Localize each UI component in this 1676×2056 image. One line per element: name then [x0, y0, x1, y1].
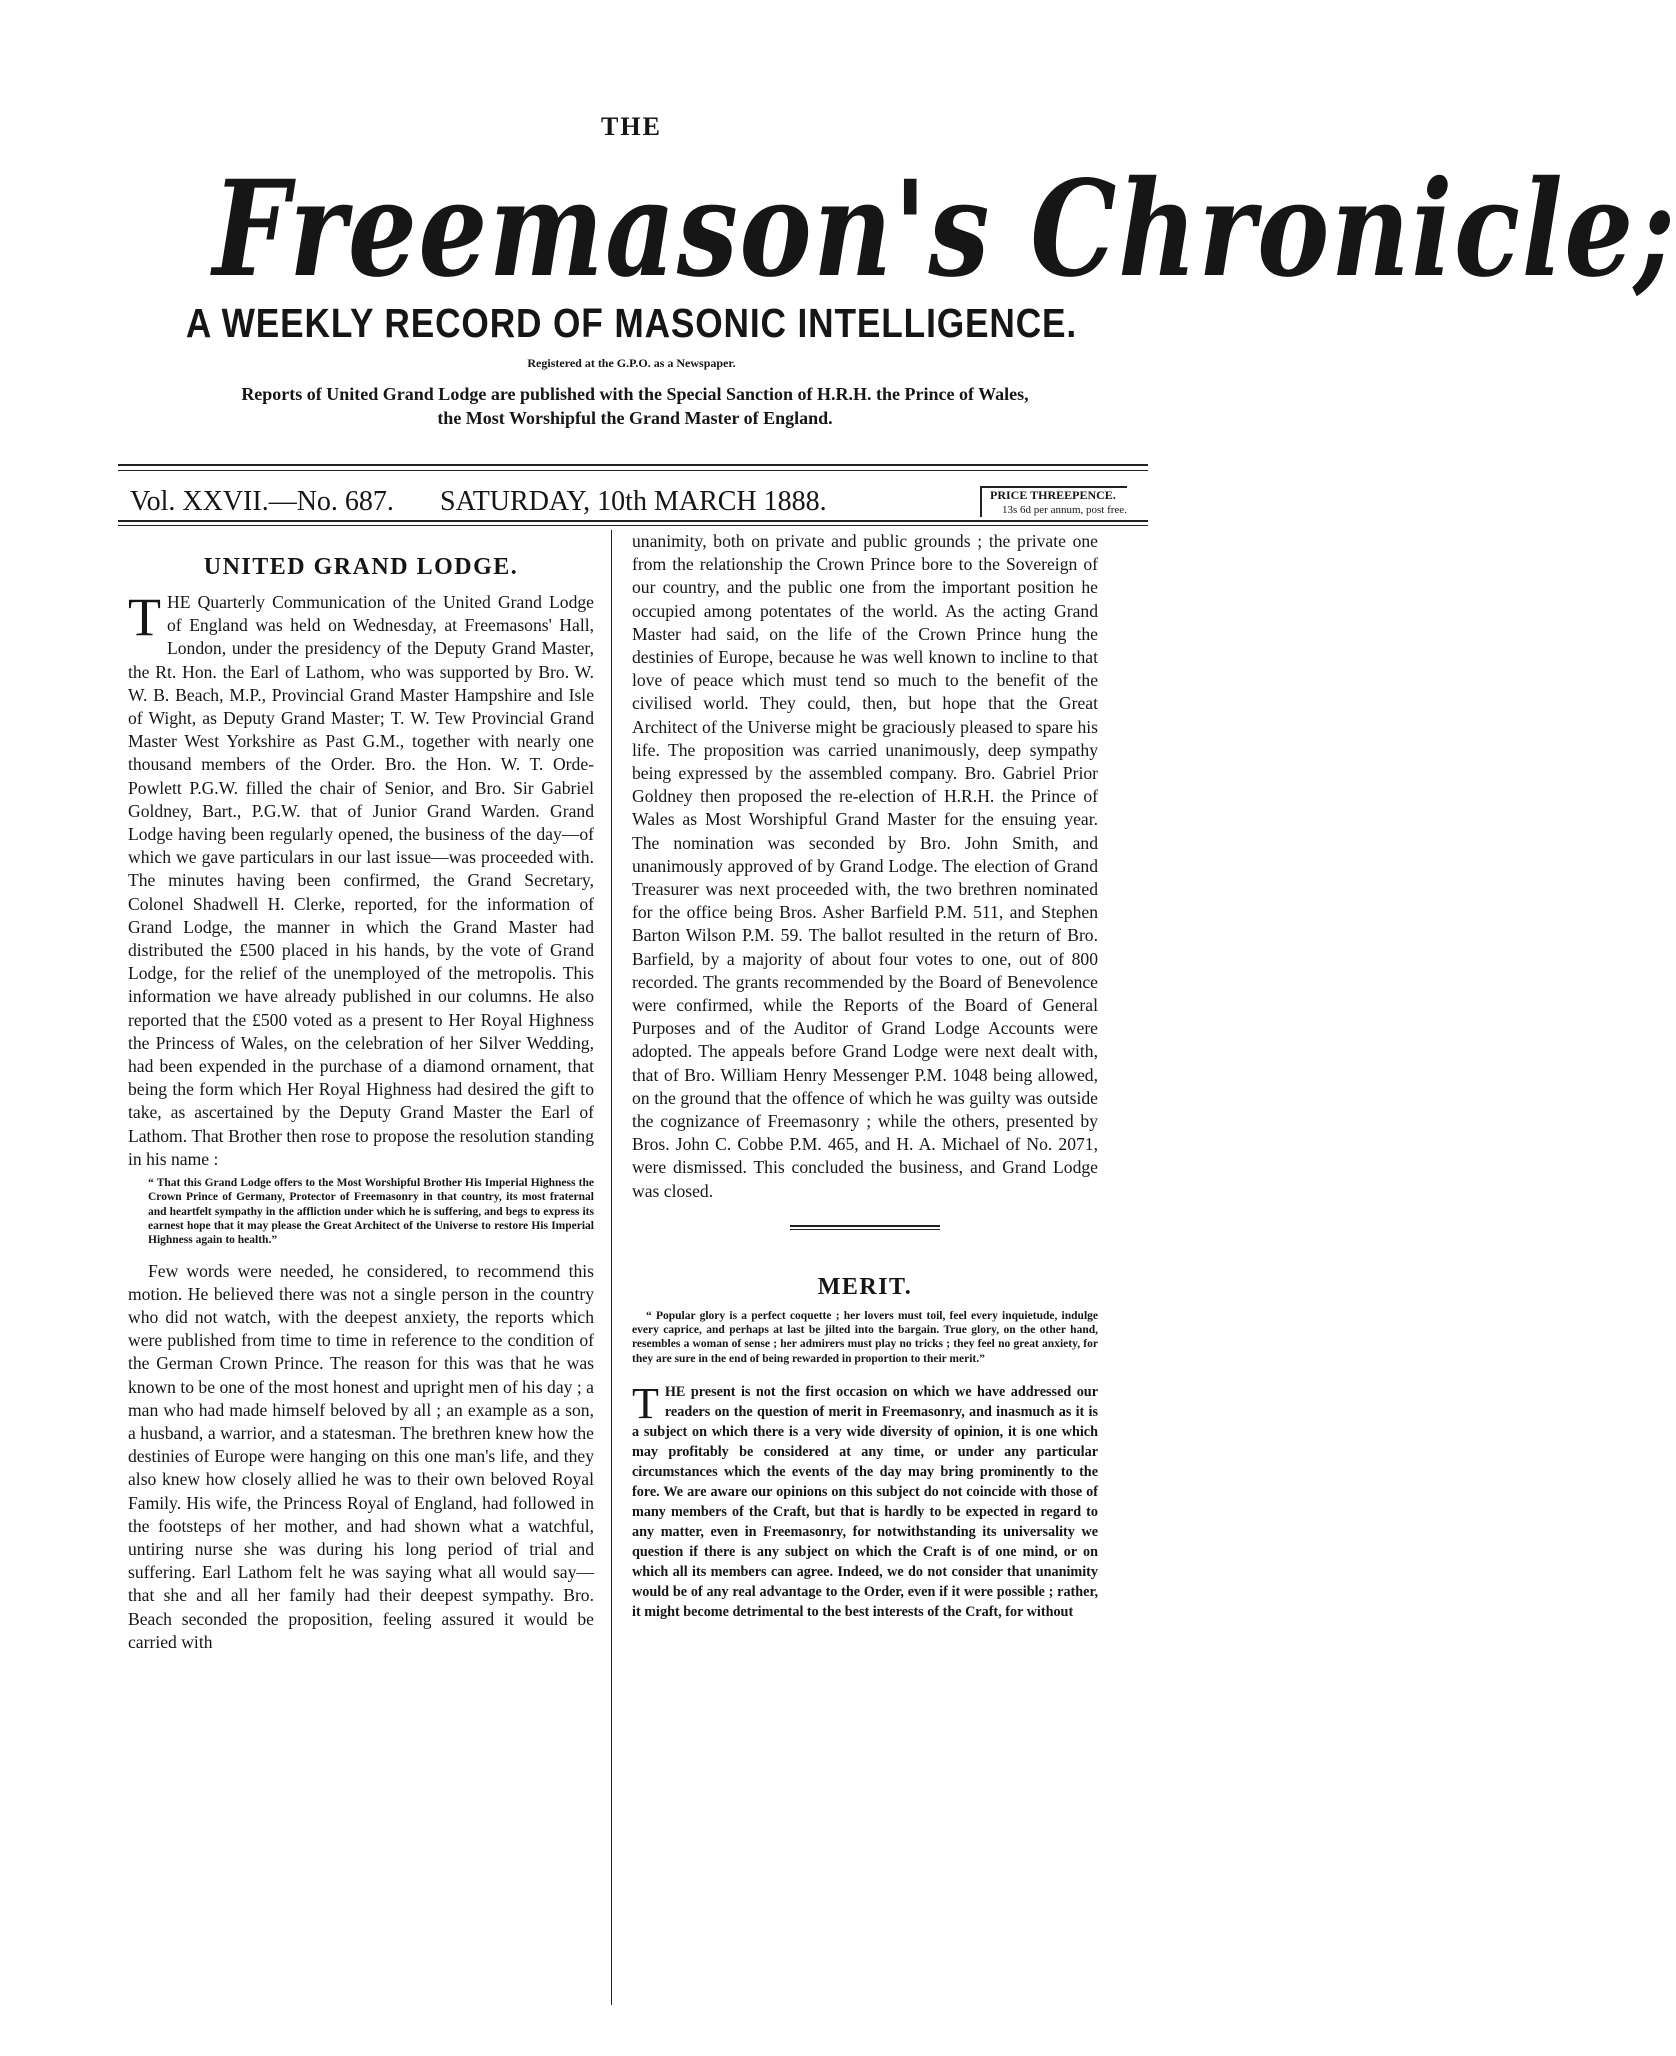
- reports-line-1: Reports of United Grand Lodge are published with the Special Sanction of H.R.H. the Prince of Wales,: [241, 384, 1029, 404]
- merit-paragraph-1-text: HE present is not the first occasion on which we have addressed our readers on the question of merit in Freemasonry, and inasmuch as it is a subject on which there is a very wide diversity of opinion, it is one which may profitably be considered at any time, or under any particular circumstances which the events of the day may bring prominently to the fore. We are aware our opinions on this subject do not coincide with those of many members of the Craft, but that is hardly to be expected in regard to any matter, even in Freemasonry, for notwithstanding its universality we question if there is any subject on which the Craft is of one mind, or on which all its members can agree. Indeed, we do not consider that unanimity would be of any real advantage to the Order, even if it were possible ; rather, it might become detrimental to the best interests of the Craft, for without: [632, 1384, 1098, 1621]
- price-box: [980, 486, 1127, 517]
- article-heading-merit: MERIT.: [817, 1273, 913, 1300]
- header-rule-bottom-thin: [118, 525, 1148, 526]
- left-column: [128, 530, 594, 1654]
- reports-notice: [150, 382, 1120, 430]
- header-rule-top: [118, 464, 1148, 466]
- right-column: [632, 530, 1098, 1622]
- registered-notice: Registered at the G.P.O. as a Newspaper.: [527, 356, 736, 370]
- dropcap-t-merit: T: [632, 1379, 659, 1429]
- header-rule-top-thin: [118, 470, 1148, 471]
- header-rule-bottom: [118, 520, 1148, 522]
- resolution-quote: “ That this Grand Lodge offers to the Most Worshipful Brother His Imperial Highness the Crown Prince of Germany, Protector of Freemasonry in that country, its most fraternal and heartfelt sympathy in the affliction under which he is suffering, and begs to express its earnest hope that it may please the Great Architect of the Universe to restore His Imperial Highness again to health.”: [148, 1177, 594, 1247]
- price-label: PRICE THREEPENCE.: [990, 488, 1116, 502]
- section-separator-2: [790, 1229, 940, 1230]
- article-paragraph-1-text: HE Quarterly Communication of the United Grand Lodge of England was held on Wednesday, at Freemasons' Hall, London, under the presidency of the Deputy Grand Master, the Rt. Hon. the Earl of Lathom, who was supported by Bro. W. W. B. Beach, M.P., Provincial Grand Master Hampshire and Isle of Wight, as Deputy Grand Master; T. W. Tew Provincial Grand Master West Yorkshire as Past G.M., together with nearly one thousand members of the Order. Bro. the Hon. W. T. Orde-Powlett P.G.W. filled the chair of Senior, and Bro. Sir Gabriel Goldney, Bart., P.G.W. that of Junior Grand Warden. Grand Lodge having been regularly opened, the business of the day—of which we gave particulars in our last issue—was proceeded with. The minutes having been confirmed, the Grand Secretary, Colonel Shadwell H. Clerke, reported, for the information of Grand Lodge, the manner in which the Grand Master had distributed the £500 placed in his hands, by the vote of Grand Lodge, for the relief of the unemployed of the metropolis. This information we have already published in our columns. He also reported that the £500 voted as a present to Her Royal Highness the Princess of Wales, on the celebration of her Silver Wedding, had been expended in the purchase of a diamond ornament, that being the form which Her Royal Highness had desired the gift to take, as ascertained by the Deputy Grand Master the Earl of Lathom. That Brother then rose to propose the resolution standing in his name :: [128, 592, 594, 1169]
- issue-date: SATURDAY, 10th MARCH 1888.: [440, 486, 827, 517]
- merit-epigraph: “ Popular glory is a perfect coquette ; her lovers must toil, feel every inquietude, indulge every caprice, and perhaps at last be jilted into the bargain. True glory, on the other hand, resembles a woman of sense ; her admirers must play no tricks ; they feel no great anxiety, for they are sure in the end of being rewarded in proportion to their merit.”: [632, 1309, 1098, 1365]
- reports-line-2: the Most Worshipful the Grand Master of England.: [437, 408, 833, 428]
- article-paragraph-3: unanimity, both on private and public grounds ; the private one from the relationship the Crown Prince bore to the Sovereign of our country, and the public one from the important position he occupied among potentates of the world. As the acting Grand Master had said, on the life of the Crown Prince hung the destinies of Europe, because he was well known to incline to that love of peace which must tend so much to the benefit of the civilised world. They could, then, but hope that the Great Architect of the Universe might be graciously pleased to spare his life. The proposition was carried unanimously, deep sympathy being expressed by the assembled company. Bro. Gabriel Prior Goldney then proposed the re-election of H.R.H. the Prince of Wales as Most Worshipful Grand Master for the ensuing year. The nomination was seconded by Bro. John Smith, and unanimously approved of by Grand Lodge. The election of Grand Treasurer was next proceeded with, the two brethren nominated for the office being Bros. Asher Barfield P.M. 511, and Stephen Barton Wilson P.M. 59. The ballot resulted in the return of Bro. Barfield, by a majority of about four votes to one, out of 800 recorded. The grants recommended by the Board of Benevolence were confirmed, while the Reports of the Board of General Purposes and of the Auditor of Grand Lodge Accounts were adopted. The appeals before Grand Lodge were next dealt with, that of Bro. William Henry Messenger P.M. 1048 being allowed, on the ground that the offence of which he was guilty was outside the cognizance of Freemasonry ; while the others, presented by Bros. John C. Cobbe P.M. 465, and H. A. Michael of No. 2071, were dismissed. This concluded the business, and Grand Lodge was closed.: [632, 531, 1098, 1201]
- masthead-the: THE: [601, 112, 662, 141]
- volume-number: Vol. XXVII.—No. 687.: [130, 486, 394, 517]
- article-paragraph-1: [128, 587, 594, 1171]
- article-heading-grand-lodge: UNITED GRAND LODGE.: [203, 554, 519, 580]
- masthead-subtitle: A WEEKLY RECORD OF MASONIC INTELLIGENCE.: [185, 300, 1078, 346]
- dropcap-t: T: [128, 587, 161, 647]
- subscription-label: 13s 6d per annum, post free.: [1002, 504, 1127, 516]
- article-paragraph-2: Few words were needed, he considered, to recommend this motion. He believed there was not a single person in the country who did not watch, with the deepest anxiety, the reports which were published from time to time in reference to the condition of the German Crown Prince. The reason for this was that he was known to be one of the most honest and upright men of his day ; a man who had made himself beloved by all ; an example as a son, a husband, a warrior, and a statesman. The brethren knew how the destinies of Europe were hanging on this one man's life, and they also knew how closely allied he was to their own beloved Royal Family. His wife, the Princess Royal of England, had followed in the footsteps of her mother, and had shown what a watchful, untiring nurse she was during his long period of trial and suffering. Earl Lathom felt he was saying what all would say—that she and all her family had their deepest sympathy. Bro. Beach seconded the proposition, feeling assured it would be carried with: [128, 1260, 594, 1652]
- masthead-title: Freemason's Chronicle;: [212, 152, 1676, 307]
- column-divider: [611, 530, 612, 2005]
- merit-paragraph-1: [632, 1379, 1098, 1622]
- section-separator: [790, 1225, 940, 1227]
